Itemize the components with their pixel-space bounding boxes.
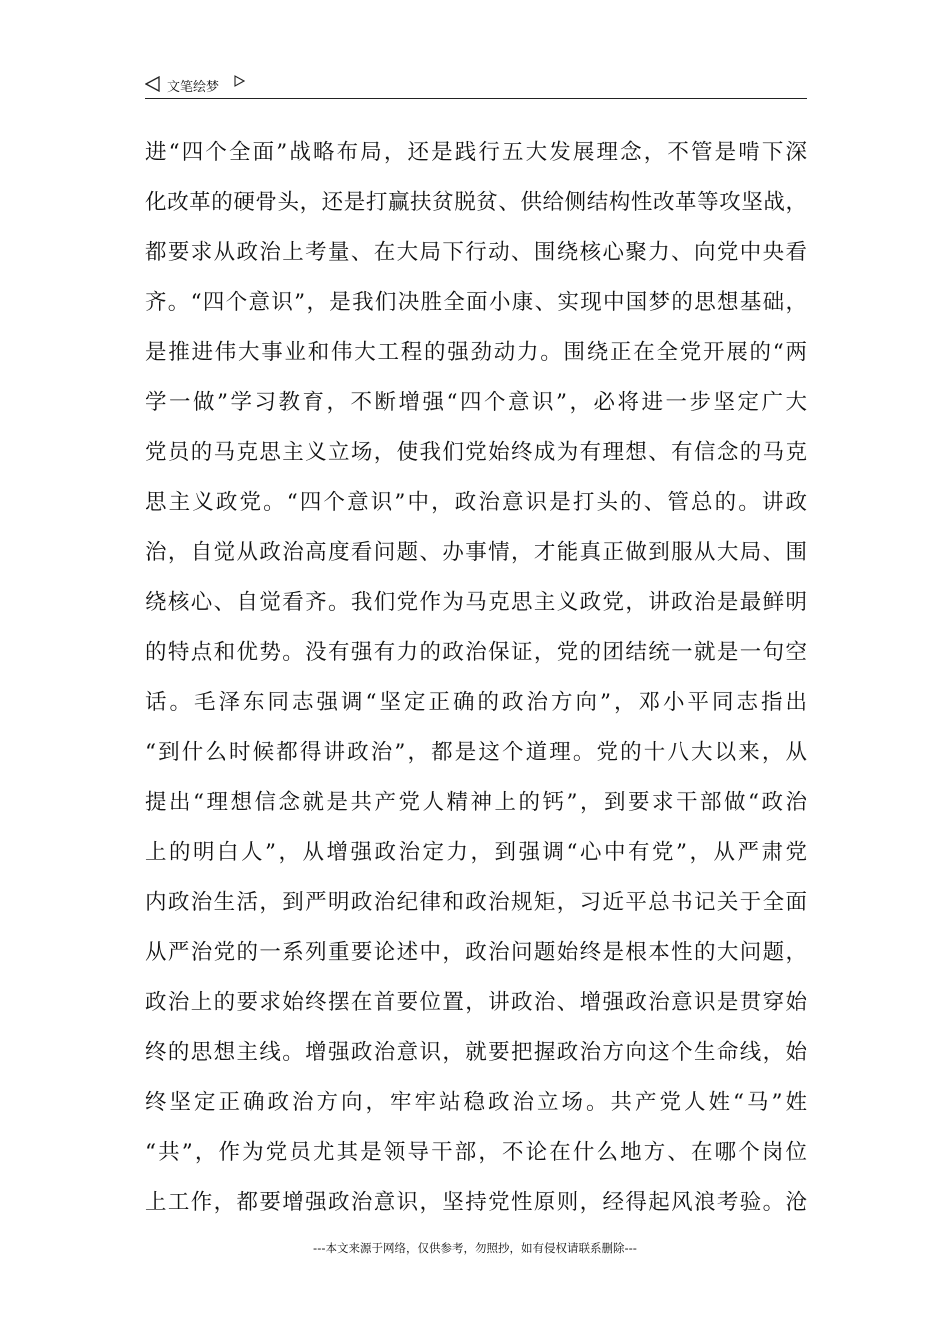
text-line: 党员的马克思主义立场，使我们党始终成为有理想、有信念的马克 bbox=[145, 440, 807, 465]
text-line: 是推进伟大事业和伟大工程的强劲动力。围绕正在全党开展的“两 bbox=[145, 340, 807, 365]
text-line: 的特点和优势。没有强有力的政治保证，党的团结统一就是一句空 bbox=[145, 640, 807, 665]
text-line: 政治上的要求始终摆在首要位置，讲政治、增强政治意识是贯穿始 bbox=[145, 990, 807, 1015]
text-line: 上工作，都要增强政治意识，坚持党性原则，经得起风浪考验。沧 bbox=[145, 1190, 807, 1215]
text-line: 思主义政党。“四个意识”中，政治意识是打头的、管总的。讲政 bbox=[145, 490, 807, 515]
page-header bbox=[145, 72, 807, 99]
text-line: 齐。“四个意识”，是我们决胜全面小康、实现中国梦的思想基础， bbox=[145, 290, 807, 315]
text-line: 进“四个全面”战略布局，还是践行五大发展理念，不管是啃下深 bbox=[145, 140, 807, 165]
text-line: 都要求从政治上考量、在大局下行动、围绕核心聚力、向党中央看 bbox=[145, 240, 807, 265]
text-line: 从严治党的一系列重要论述中，政治问题始终是根本性的大问题， bbox=[145, 940, 807, 965]
text-line: 绕核心、自觉看齐。我们党作为马克思主义政党，讲政治是最鲜明 bbox=[145, 590, 807, 615]
triangle-right-icon bbox=[233, 75, 245, 87]
text-line: 提出“理想信念就是共产党人精神上的钙”，到要求干部做“政治 bbox=[145, 790, 807, 815]
text-line: 内政治生活，到严明政治纪律和政治规矩，习近平总书记关于全面 bbox=[145, 890, 807, 915]
text-line: 话。毛泽东同志强调“坚定正确的政治方向”，邓小平同志指出 bbox=[145, 690, 807, 715]
text-line: “共”，作为党员尤其是领导干部，不论在什么地方、在哪个岗位 bbox=[145, 1140, 807, 1165]
text-line: 终的思想主线。增强政治意识，就要把握政治方向这个生命线，始 bbox=[145, 1040, 807, 1065]
body-text bbox=[145, 128, 807, 1228]
text-line: 上的明白人”，从增强政治定力，到强调“心中有党”，从严肃党 bbox=[145, 840, 807, 865]
page-footer: ---本文来源于网络，仅供参考，勿照抄，如有侵权请联系删除--- bbox=[313, 1241, 637, 1255]
header-brand: 文笔绘梦 bbox=[167, 80, 220, 95]
text-line: 化改革的硬骨头，还是打赢扶贫脱贫、供给侧结构性改革等攻坚战， bbox=[145, 190, 807, 215]
text-line: 学一做”学习教育，不断增强“四个意识”，必将进一步坚定广大 bbox=[145, 390, 807, 415]
text-line: “到什么时候都得讲政治”，都是这个道理。党的十八大以来，从 bbox=[145, 740, 807, 765]
text-line: 治，自觉从政治高度看问题、办事情，才能真正做到服从大局、围 bbox=[145, 540, 807, 565]
triangle-left-icon bbox=[145, 76, 161, 92]
text-line: 终坚定正确政治方向，牢牢站稳政治立场。共产党人姓“马”姓 bbox=[145, 1090, 807, 1115]
